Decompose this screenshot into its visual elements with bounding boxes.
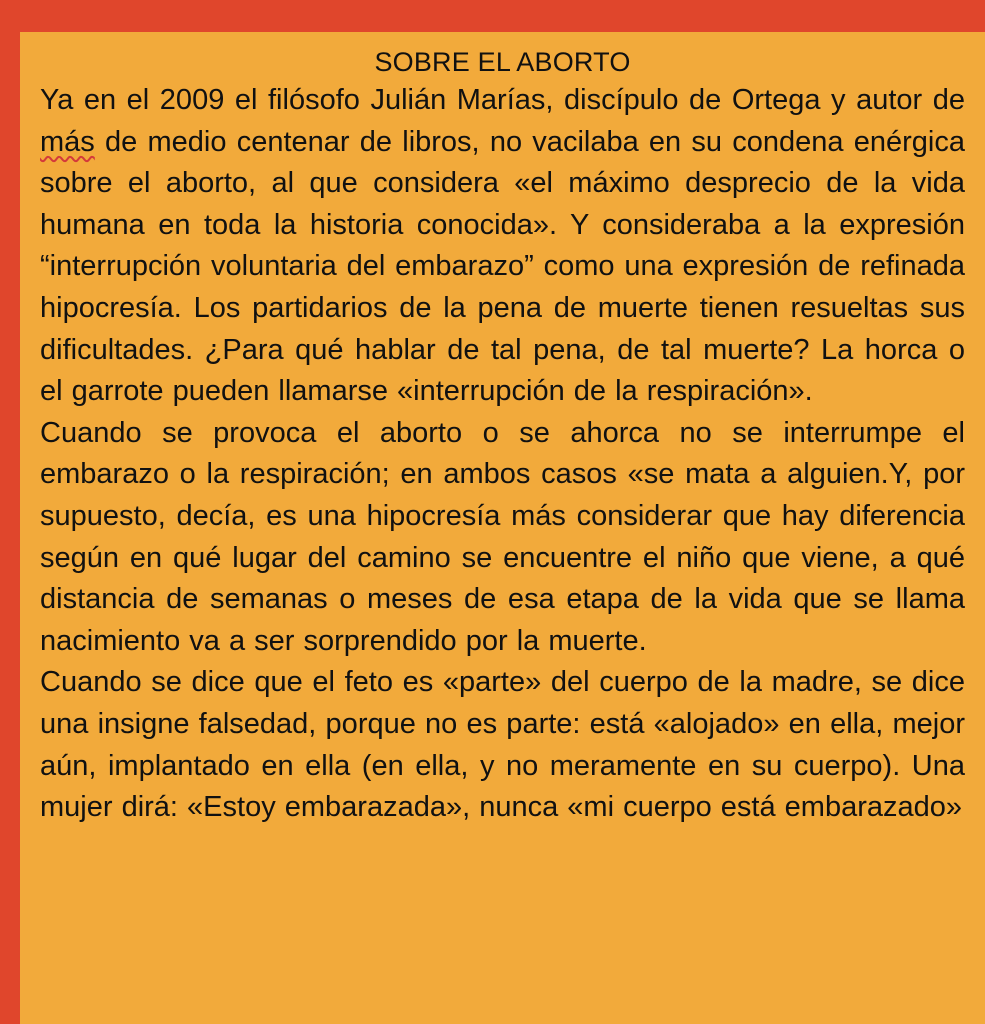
paragraph-1-text-before: Ya en el 2009 el filósofo Julián Marías, discípulo de Ortega y autor de [40, 84, 965, 116]
spellcheck-flagged-word[interactable]: más [40, 125, 95, 158]
text-panel [20, 32, 985, 1024]
paragraph-1 [40, 80, 965, 413]
paragraph-3: Cuando se dice que el feto es «parte» del cuerpo de la madre, se dice una insigne falsedad, porque no es parte: está «alojado» en ella, mejor aún, implantado en ella (en ella, y no meramente en su cuerpo). Una mujer dirá: «Estoy embarazada», nunca «mi cuerpo está embarazado» [40, 666, 965, 824]
paragraph-1-text-after: de medio centenar de libros, no vacilaba en su condena enérgica sobre el aborto, al que considera «el máximo desprecio de la vida humana en toda la historia conocida». Y consideraba a la expresión “interrupción voluntaria del embarazo” como una expresión de refinada hipocresía. Los partidarios de la pena de muerte tienen resueltas sus dificultades. ¿Para qué hablar de tal pena, de tal muerte? La horca o el garrote pueden llamarse «interrupción de la respiración». [40, 125, 965, 408]
paragraph-2: Cuando se provoca el aborto o se ahorca no se interrumpe el embarazo o la respiración; en ambos casos «se mata a alguien.Y, por supuesto, decía, es una hipocresía más considerar que hay diferencia según en qué lugar del camino se encuentre el niño que viene, a qué distancia de semanas o meses de esa etapa de la vida que se llama nacimiento va a ser sorprendido por la muerte. [40, 416, 965, 657]
document-title: SOBRE EL ABORTO [374, 47, 631, 77]
